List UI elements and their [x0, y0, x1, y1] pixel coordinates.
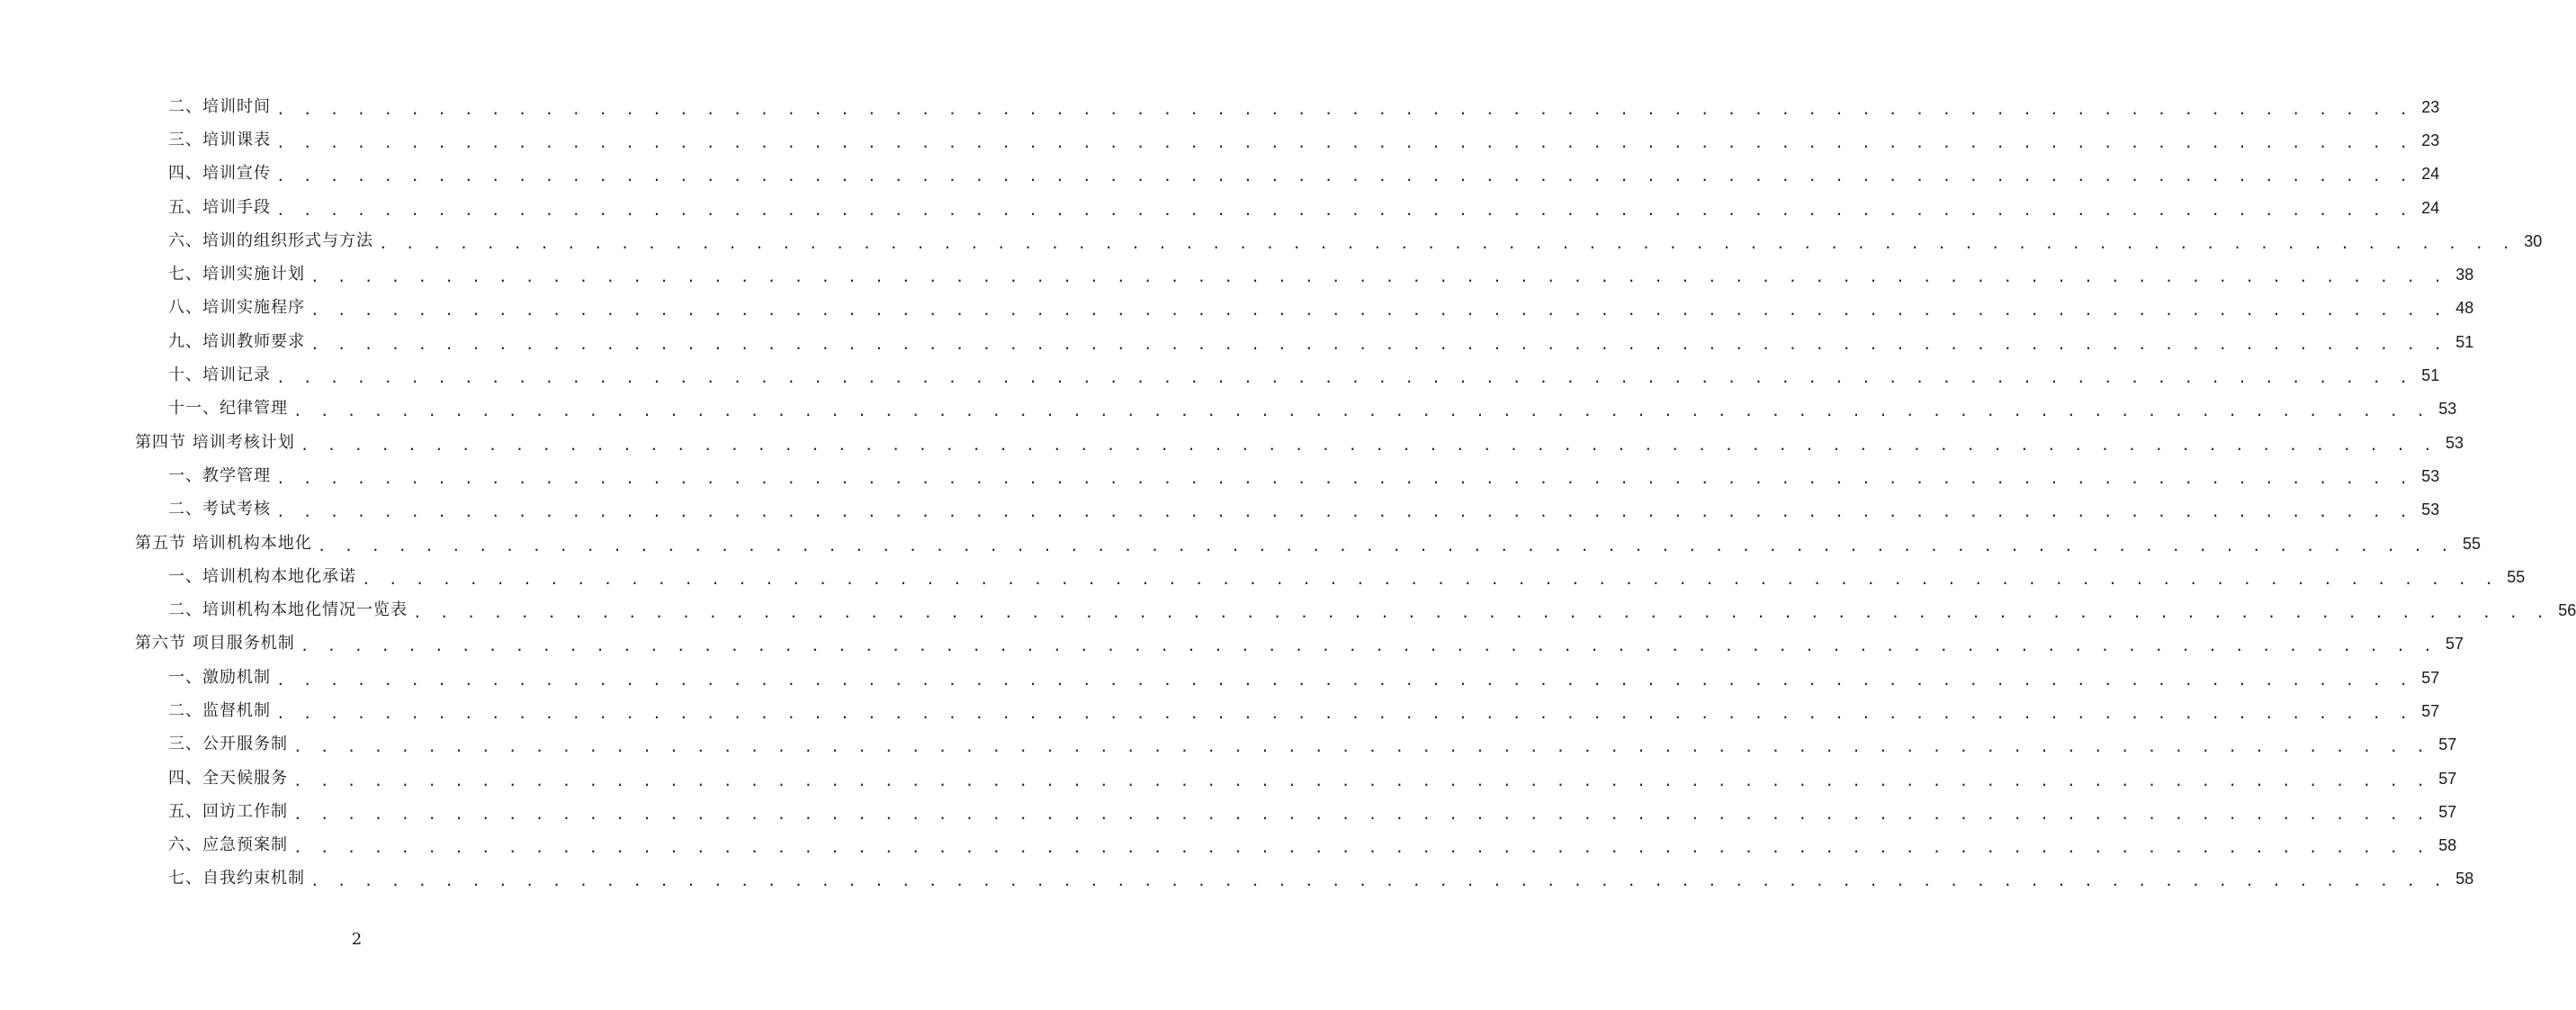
toc-entry-page: 51 — [2421, 366, 2440, 385]
toc-entry[interactable] — [135, 90, 2440, 123]
toc-leader-dots: . . . . . . . . . . . . . . . . . . . . . . . . . . . . . . . . . . . . . . . . . . . . . . . . . . . . . . . . . . . . . . . . . . . . . . . . . . . . . . . . — [300, 637, 2437, 655]
toc-entry[interactable] — [135, 158, 2440, 191]
toc-entry-label: 第六节 项目服务机制 — [135, 636, 301, 652]
toc-entry-page: 58 — [2438, 836, 2457, 855]
toc-entry-label: 第四节 培训考核计划 — [135, 435, 301, 451]
toc-leader-dots: . . . . . . . . . . . . . . . . . . . . . . . . . . . . . . . . . . . . . . . . . . . . . . . . . . . . . . . . . . . . . . . . . . . . . . . . . . . . . . . . — [310, 302, 2447, 320]
toc-leader-dots: . . . . . . . . . . . . . . . . . . . . . . . . . . . . . . . . . . . . . . . . . . . . . . . . . . . . . . . . . . . . . . . . . . . . . . . . . . . . . . . . — [310, 268, 2447, 286]
toc-leader-dots: . . . . . . . . . . . . . . . . . . . . . . . . . . . . . . . . . . . . . . . . . . . . . . . . . . . . . . . . . . . . . . . . . . . . . . . . . . . . . . . . — [317, 537, 2455, 555]
toc-entry[interactable] — [135, 325, 2474, 358]
toc-entry[interactable] — [135, 426, 2464, 459]
toc-entry[interactable] — [135, 627, 2464, 661]
toc-leader-dots: . . . . . . . . . . . . . . . . . . . . . . . . . . . . . . . . . . . . . . . . . . . . . . . . . . . . . . . . . . . . . . . . . . . . . . . . . . . . . . . . — [276, 201, 2413, 219]
toc-entry-label: 七、培训实施计划 — [135, 266, 310, 283]
toc-leader-dots: . . . . . . . . . . . . . . . . . . . . . . . . . . . . . . . . . . . . . . . . . . . . . . . . . . . . . . . . . . . . . . . . . . . . . . . . . . . . . . . . — [293, 839, 2430, 857]
toc-entry-page: 57 — [2438, 735, 2457, 754]
toc-entry[interactable] — [135, 493, 2440, 527]
toc-leader-dots: . . . . . . . . . . . . . . . . . . . . . . . . . . . . . . . . . . . . . . . . . . . . . . . . . . . . . . . . . . . . . . . . . . . . . . . . . . . . . . . . — [276, 503, 2413, 521]
toc-entry-page: 51 — [2455, 332, 2474, 351]
toc-entry[interactable] — [135, 560, 2526, 593]
toc-leader-dots: . . . . . . . . . . . . . . . . . . . . . . . . . . . . . . . . . . . . . . . . . . . . . . . . . . . . . . . . . . . . . . . . . . . . . . . . . . . . . . . . — [310, 872, 2447, 890]
toc-entry[interactable] — [135, 795, 2457, 828]
toc-entry-label: 六、培训的组织形式与方法 — [135, 233, 379, 249]
toc-leader-dots: . . . . . . . . . . . . . . . . . . . . . . . . . . . . . . . . . . . . . . . . . . . . . . . . . . . . . . . . . . . . . . . . . . . . . . . . . . . . . . . . — [293, 805, 2430, 823]
toc-leader-dots: . . . . . . . . . . . . . . . . . . . . . . . . . . . . . . . . . . . . . . . . . . . . . . . . . . . . . . . . . . . . . . . . . . . . . . . . . . . . . . . . — [293, 738, 2430, 756]
toc-entry-page: 24 — [2421, 198, 2440, 217]
toc-entry-label: 八、培训实施程序 — [135, 300, 310, 316]
toc-leader-dots: . . . . . . . . . . . . . . . . . . . . . . . . . . . . . . . . . . . . . . . . . . . . . . . . . . . . . . . . . . . . . . . . . . . . . . . . . . . . . . . . — [293, 402, 2430, 420]
toc-entry-page: 55 — [2463, 534, 2482, 553]
toc-entry-label: 五、回访工作制 — [135, 804, 293, 820]
toc-entry[interactable] — [135, 862, 2474, 896]
toc-entry-label: 六、应急预案制 — [135, 837, 293, 853]
toc-entry-page: 57 — [2446, 635, 2464, 654]
toc-entry-label: 五、培训手段 — [135, 200, 276, 216]
toc-entry-page: 23 — [2421, 131, 2440, 149]
page-number: 2 — [351, 930, 363, 949]
toc-entry-label: 四、全天候服务 — [135, 771, 293, 787]
toc-leader-dots: . . . . . . . . . . . . . . . . . . . . . . . . . . . . . . . . . . . . . . . . . . . . . . . . . . . . . . . . . . . . . . . . . . . . . . . . . . . . . . . . — [276, 167, 2413, 185]
toc-entry[interactable] — [135, 292, 2474, 325]
toc-entry-page: 55 — [2507, 567, 2526, 586]
toc-leader-dots: . . . . . . . . . . . . . . . . . . . . . . . . . . . . . . . . . . . . . . . . . . . . . . . . . . . . . . . . . . . . . . . . . . . . . . . . . . . . . . . . — [276, 704, 2413, 722]
toc-entry[interactable] — [135, 459, 2440, 492]
toc-entry-page: 57 — [2438, 769, 2457, 788]
toc-entry-label: 二、培训机构本地化情况一览表 — [135, 602, 413, 618]
toc-entry-page: 56 — [2558, 601, 2576, 620]
toc-entry-page: 48 — [2455, 299, 2474, 318]
toc-entry-label: 九、培训教师要求 — [135, 334, 310, 350]
toc-entry-label: 四、培训宣传 — [135, 166, 276, 182]
toc-entry-label: 三、公开服务制 — [135, 736, 293, 753]
toc-entry[interactable] — [135, 358, 2440, 392]
toc-entry[interactable] — [135, 224, 2543, 257]
toc-entry[interactable] — [135, 191, 2440, 224]
toc-entry-label: 十一、纪律管理 — [135, 401, 293, 417]
toc-entry[interactable] — [135, 762, 2457, 795]
toc-entry-label: 二、监督机制 — [135, 703, 276, 719]
table-of-contents — [135, 90, 2576, 896]
toc-leader-dots: . . . . . . . . . . . . . . . . . . . . . . . . . . . . . . . . . . . . . . . . . . . . . . . . . . . . . . . . . . . . . . . . . . . . . . . . . . . . . . . . — [276, 100, 2413, 118]
toc-entry-label: 一、激励机制 — [135, 670, 276, 686]
toc-entry-page: 24 — [2421, 165, 2440, 184]
toc-entry-label: 三、培训课表 — [135, 132, 276, 149]
toc-entry-label: 一、教学管理 — [135, 468, 276, 484]
toc-entry-label: 十、培训记录 — [135, 367, 276, 383]
toc-entry-label: 七、自我约束机制 — [135, 870, 310, 887]
toc-entry[interactable] — [135, 829, 2457, 862]
toc-leader-dots: . . . . . . . . . . . . . . . . . . . . . . . . . . . . . . . . . . . . . . . . . . . . . . . . . . . . . . . . . . . . . . . . . . . . . . . . . . . . . . . . — [310, 335, 2447, 353]
toc-entry[interactable] — [135, 593, 2576, 627]
toc-entry-page: 58 — [2455, 870, 2474, 888]
toc-entry-page: 57 — [2421, 701, 2440, 720]
toc-entry-page: 53 — [2421, 466, 2440, 485]
toc-leader-dots: . . . . . . . . . . . . . . . . . . . . . . . . . . . . . . . . . . . . . . . . . . . . . . . . . . . . . . . . . . . . . . . . . . . . . . . . . . . . . . . . — [379, 234, 2516, 252]
toc-entry[interactable] — [135, 257, 2474, 291]
toc-entry-page: 53 — [2438, 400, 2457, 419]
toc-leader-dots: . . . . . . . . . . . . . . . . . . . . . . . . . . . . . . . . . . . . . . . . . . . . . . . . . . . . . . . . . . . . . . . . . . . . . . . . . . . . . . . . — [276, 133, 2413, 151]
toc-entry-page: 30 — [2524, 231, 2543, 250]
toc-entry-label: 一、培训机构本地化承诺 — [135, 569, 362, 585]
toc-entry-label: 二、考试考核 — [135, 501, 276, 518]
toc-entry-page: 57 — [2421, 668, 2440, 687]
toc-leader-dots: . . . . . . . . . . . . . . . . . . . . . . . . . . . . . . . . . . . . . . . . . . . . . . . . . . . . . . . . . . . . . . . . . . . . . . . . . . . . . . . . — [300, 436, 2437, 454]
toc-leader-dots: . . . . . . . . . . . . . . . . . . . . . . . . . . . . . . . . . . . . . . . . . . . . . . . . . . . . . . . . . . . . . . . . . . . . . . . . . . . . . . . . — [293, 771, 2430, 789]
toc-entry[interactable] — [135, 728, 2457, 762]
toc-entry[interactable] — [135, 123, 2440, 157]
toc-entry-page: 23 — [2421, 97, 2440, 116]
toc-entry[interactable] — [135, 527, 2482, 560]
toc-entry-page: 53 — [2446, 433, 2464, 452]
toc-entry-label: 二、培训时间 — [135, 99, 276, 115]
toc-leader-dots: . . . . . . . . . . . . . . . . . . . . . . . . . . . . . . . . . . . . . . . . . . . . . . . . . . . . . . . . . . . . . . . . . . . . . . . . . . . . . . . . — [362, 570, 2499, 588]
toc-leader-dots: . . . . . . . . . . . . . . . . . . . . . . . . . . . . . . . . . . . . . . . . . . . . . . . . . . . . . . . . . . . . . . . . . . . . . . . . . . . . . . . . — [276, 671, 2413, 689]
toc-entry[interactable] — [135, 661, 2440, 694]
toc-leader-dots: . . . . . . . . . . . . . . . . . . . . . . . . . . . . . . . . . . . . . . . . . . . . . . . . . . . . . . . . . . . . . . . . . . . . . . . . . . . . . . . . — [276, 369, 2413, 387]
toc-entry-page: 38 — [2455, 266, 2474, 284]
toc-entry[interactable] — [135, 694, 2440, 727]
toc-entry-page: 53 — [2421, 500, 2440, 519]
toc-leader-dots: . . . . . . . . . . . . . . . . . . . . . . . . . . . . . . . . . . . . . . . . . . . . . . . . . . . . . . . . . . . . . . . . . . . . . . . . . . . . . . . . — [413, 604, 2550, 622]
toc-leader-dots: . . . . . . . . . . . . . . . . . . . . . . . . . . . . . . . . . . . . . . . . . . . . . . . . . . . . . . . . . . . . . . . . . . . . . . . . . . . . . . . . — [276, 469, 2413, 487]
toc-entry-page: 57 — [2438, 802, 2457, 821]
toc-entry-label: 第五节 培训机构本地化 — [135, 536, 318, 552]
toc-entry[interactable] — [135, 392, 2457, 426]
